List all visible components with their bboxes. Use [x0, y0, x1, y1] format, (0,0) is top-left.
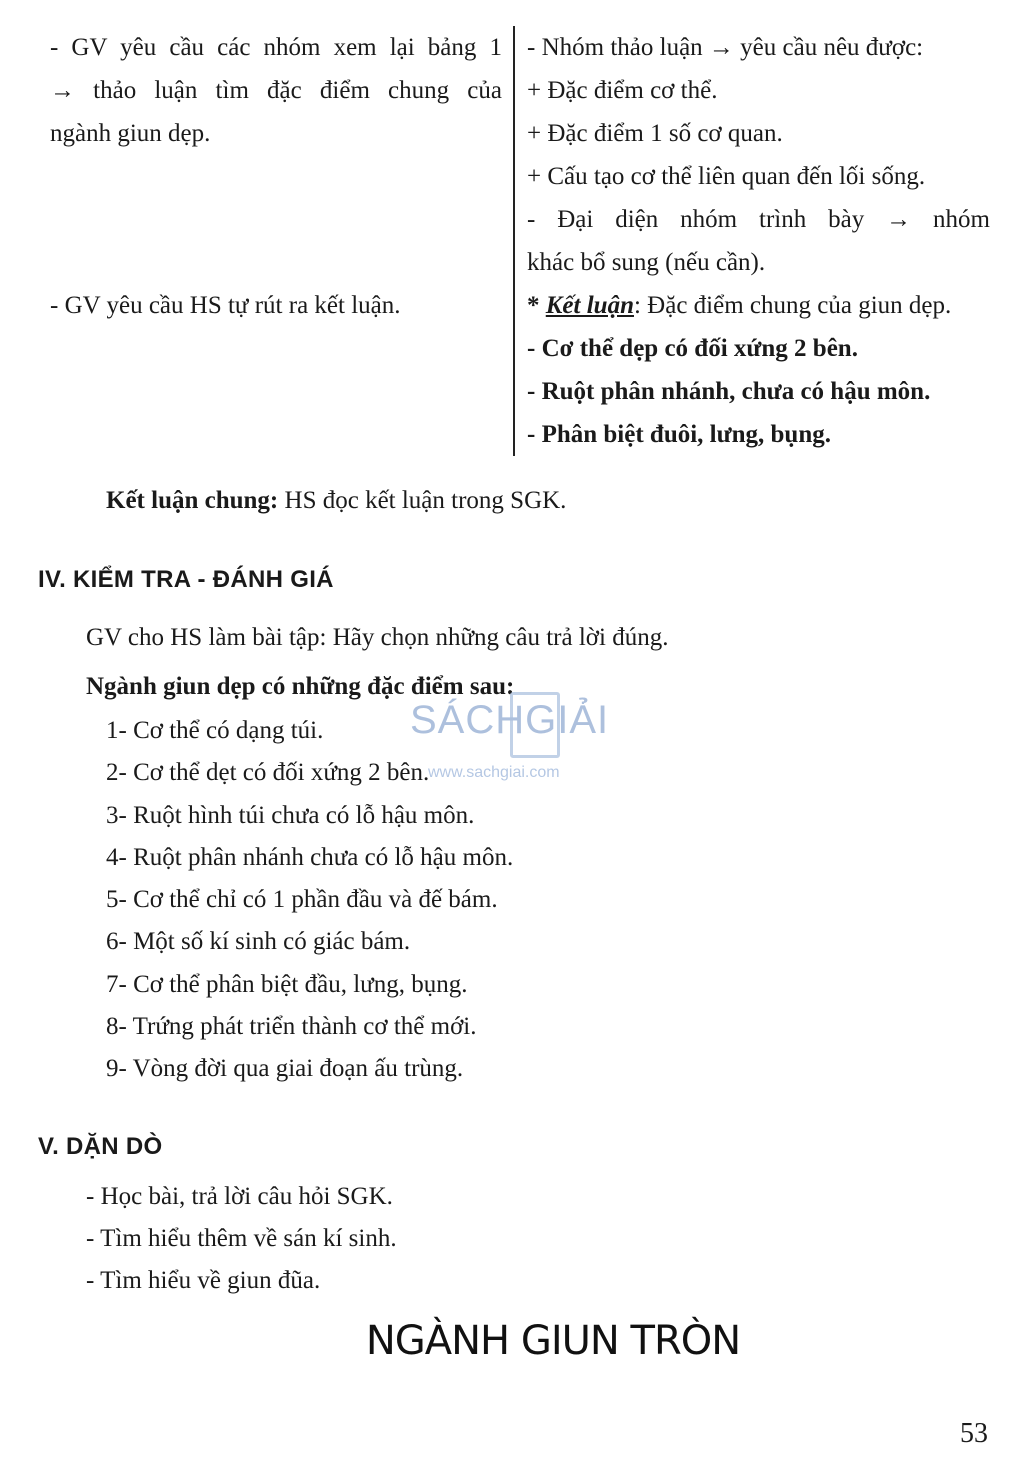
answer-option: 5- Cơ thể chỉ có 1 phần đầu và đế bám.: [106, 886, 498, 914]
assessment-intro: GV cho HS làm bài tập: Hãy chọn những câu trả lời đúng.: [86, 624, 669, 651]
conclusion-point: - Cơ thể dẹp có đối xứng 2 bên.: [527, 335, 858, 362]
student-column: [527, 26, 990, 456]
student-line: khác bổ sung (nếu cần).: [527, 249, 766, 276]
teacher-line-blank: [50, 241, 502, 284]
student-line: - Đại diện nhóm trình bày → nhóm: [527, 206, 990, 233]
answer-option: 3- Ruột hình túi chưa có lỗ hậu môn.: [106, 801, 475, 829]
activity-table: [50, 26, 990, 458]
teacher-column: [50, 26, 502, 327]
watermark-url: www.sachgiai.com: [428, 764, 560, 781]
conclusion-line: [527, 284, 990, 327]
general-conclusion-label: Kết luận chung:: [106, 487, 279, 514]
student-line: + Đặc điểm cơ thể.: [527, 77, 718, 104]
teacher-line-blank: [50, 198, 502, 241]
answer-option: 1- Cơ thể có dạng túi.: [106, 717, 324, 744]
homework-item: - Học bài, trả lời câu hỏi SGK.: [86, 1183, 393, 1210]
answer-option: 8- Trứng phát triển thành cơ thể mới.: [106, 1013, 477, 1041]
teacher-line: → thảo luận tìm đặc điểm chung của: [50, 77, 502, 104]
general-conclusion-text: HS đọc kết luận trong SGK.: [278, 487, 567, 514]
answer-option: 6- Một số kí sinh có giác bám.: [106, 928, 411, 956]
conclusion-star: *: [527, 292, 546, 319]
answer-option: 4- Ruột phân nhánh chưa có lỗ hậu môn.: [106, 843, 514, 871]
teacher-line-blank: [50, 155, 502, 198]
student-line: + Cấu tạo cơ thể liên quan đến lối sống.: [527, 163, 926, 190]
watermark: [410, 688, 620, 788]
general-conclusion: [106, 480, 566, 522]
homework-item: - Tìm hiểu thêm về sán kí sinh.: [86, 1225, 397, 1252]
watermark-brand: SÁCHGIẢI: [410, 698, 610, 742]
teacher-line: ngành giun dẹp.: [50, 120, 211, 147]
answer-option: 2- Cơ thể dẹt có đối xứng 2 bên.: [106, 759, 430, 787]
teacher-line: - GV yêu cầu HS tự rút ra kết luận.: [50, 292, 401, 319]
conclusion-text: : Đặc điểm chung của giun dẹp.: [633, 292, 952, 319]
assessment-question: Ngành giun dẹp có những đặc điểm sau:: [86, 673, 515, 700]
answer-option: 9- Vòng đời qua giai đoạn ấu trùng.: [106, 1055, 464, 1083]
teacher-line: - GV yêu cầu các nhóm xem lại bảng 1: [50, 34, 502, 61]
section-heading-assessment: IV. KIỂM TRA - ĐÁNH GIÁ: [38, 566, 334, 593]
page-number: 53: [960, 1418, 988, 1449]
conclusion-point: - Phân biệt đuôi, lưng, bụng.: [527, 421, 831, 448]
student-line: + Đặc điểm 1 số cơ quan.: [527, 120, 783, 147]
conclusion-point: - Ruột phân nhánh, chưa có hậu môn.: [527, 378, 931, 405]
chapter-title: NGÀNH GIUN TRÒN: [365, 1318, 741, 1364]
section-heading-homework: V. DẶN DÒ: [38, 1133, 163, 1160]
homework-list: [86, 1176, 397, 1302]
conclusion-label: Kết luận: [545, 292, 634, 319]
column-divider: [513, 26, 515, 456]
answer-option: 7- Cơ thể phân biệt đầu, lưng, bụng.: [106, 970, 468, 998]
student-line: - Nhóm thảo luận → yêu cầu nêu được:: [527, 34, 924, 61]
homework-item: - Tìm hiểu về giun đũa.: [86, 1267, 321, 1294]
